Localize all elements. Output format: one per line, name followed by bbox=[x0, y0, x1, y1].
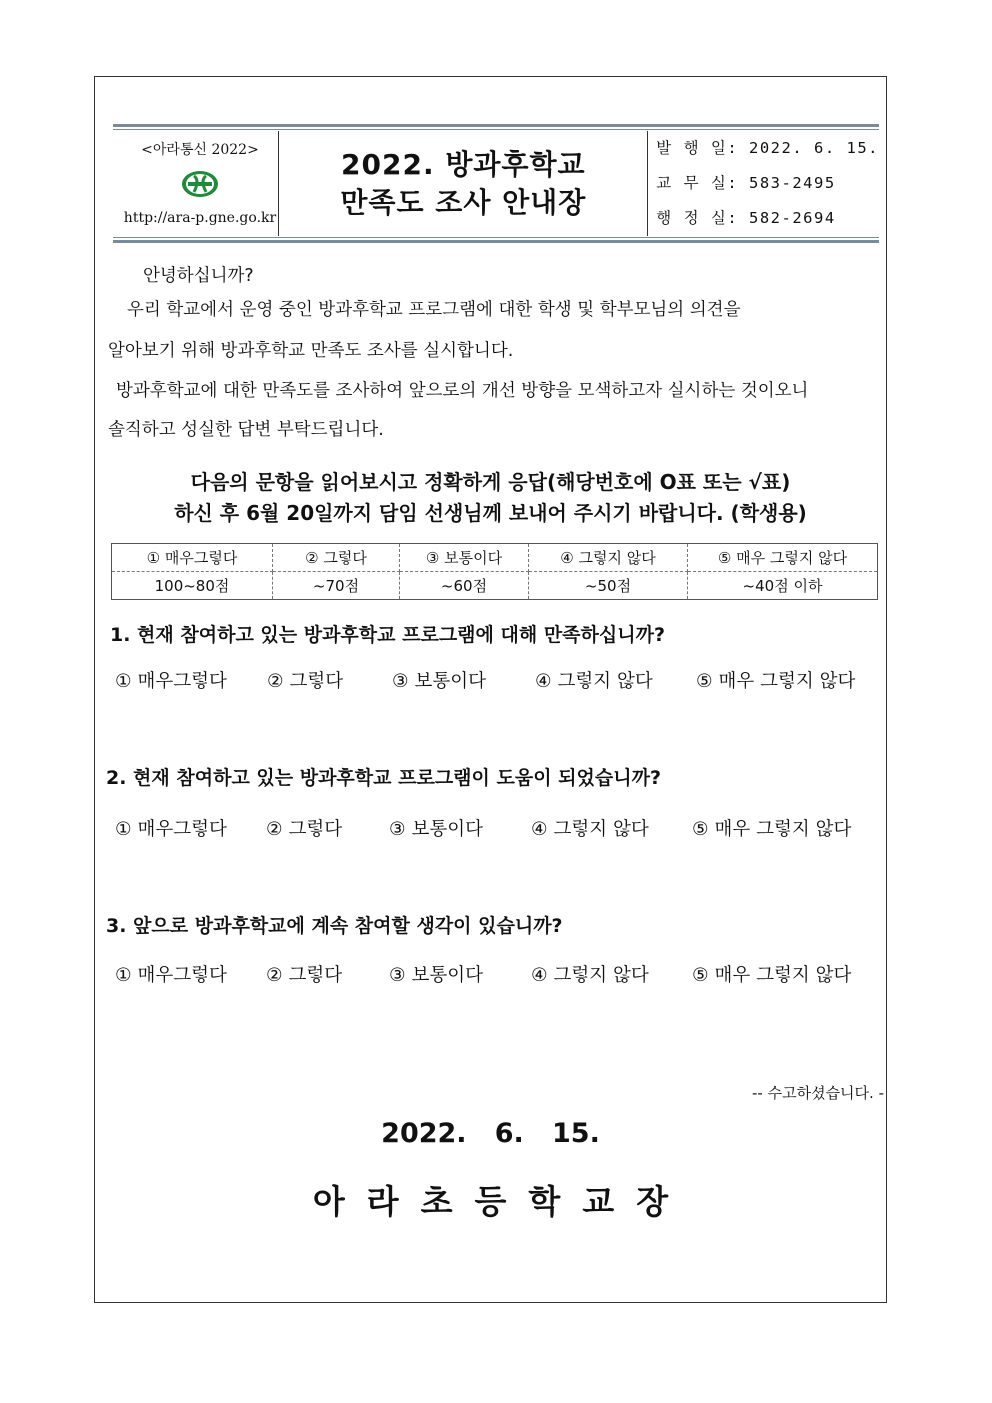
scale-score-row bbox=[112, 572, 878, 600]
header-top-rule-thin bbox=[113, 129, 879, 130]
intro-line4: 솔직하고 성실한 답변 부탁드립니다. bbox=[108, 420, 384, 440]
q2-option-2[interactable]: ② 그렇다 bbox=[266, 819, 343, 840]
q2-option-1[interactable]: ① 매우그렇다 bbox=[115, 819, 227, 840]
header-bottom-rule-thin bbox=[113, 237, 879, 238]
q1-option-2[interactable]: ② 그렇다 bbox=[267, 671, 344, 692]
question-3: 3. 앞으로 방과후학교에 계속 참여할 생각이 있습니까? bbox=[106, 915, 563, 937]
scale-score: 100~80점 bbox=[112, 572, 273, 600]
question-2: 2. 현재 참여하고 있는 방과후학교 프로그램이 도움이 되었습니까? bbox=[106, 767, 661, 789]
rating-scale-table bbox=[111, 543, 878, 600]
header-box bbox=[113, 131, 879, 236]
scale-label: ② 그렇다 bbox=[273, 544, 400, 572]
scale-score: ~40점 이하 bbox=[688, 572, 878, 600]
intro-line3: 방과후학교에 대한 만족도를 조사하여 앞으로의 개선 방향을 모색하고자 실시하는 것이오니 bbox=[116, 381, 809, 401]
q3-option-1[interactable]: ① 매우그렇다 bbox=[115, 965, 227, 986]
q2-option-5[interactable]: ⑤ 매우 그렇지 않다 bbox=[692, 819, 852, 840]
admin-phone: 행 정 실: 582-2694 bbox=[656, 209, 836, 227]
school-url: http://ara-p.gne.go.kr bbox=[123, 210, 277, 226]
q3-option-3[interactable]: ③ 보통이다 bbox=[389, 965, 483, 986]
header-info bbox=[648, 131, 879, 236]
q1-option-5[interactable]: ⑤ 매우 그렇지 않다 bbox=[696, 671, 856, 692]
q1-option-3[interactable]: ③ 보통이다 bbox=[392, 671, 486, 692]
newsletter-label: <아라통신 2022> bbox=[141, 142, 259, 158]
scale-score: ~70점 bbox=[273, 572, 400, 600]
q3-option-5[interactable]: ⑤ 매우 그렇지 않다 bbox=[692, 965, 852, 986]
scale-score: ~60점 bbox=[400, 572, 529, 600]
title-line1: 2022. 방과후학교 bbox=[341, 147, 586, 181]
q3-option-4[interactable]: ④ 그렇지 않다 bbox=[531, 965, 649, 986]
scale-label: ① 매우그렇다 bbox=[112, 544, 273, 572]
header-left bbox=[113, 131, 279, 236]
office-phone: 교 무 실: 583-2495 bbox=[656, 174, 836, 192]
scale-label: ③ 보통이다 bbox=[400, 544, 529, 572]
school-emblem-icon bbox=[180, 169, 220, 199]
document-date: 2022. 6. 15. bbox=[381, 1118, 600, 1149]
scale-score: ~50점 bbox=[529, 572, 688, 600]
greeting: 안녕하십니까? bbox=[143, 266, 254, 286]
intro-line2: 알아보기 위해 방과후학교 만족도 조사를 실시합니다. bbox=[108, 341, 514, 361]
header-top-rule bbox=[113, 124, 879, 127]
title-line2: 만족도 조사 안내장 bbox=[340, 185, 587, 219]
scale-label: ⑤ 매우 그렇지 않다 bbox=[688, 544, 878, 572]
notice-line1: 다음의 문항을 읽어보시고 정확하게 응답(해당번호에 O표 또는 √표) bbox=[190, 470, 791, 494]
q3-option-2[interactable]: ② 그렇다 bbox=[266, 965, 343, 986]
header-title bbox=[279, 131, 648, 236]
scale-label-row bbox=[112, 544, 878, 572]
q1-option-4[interactable]: ④ 그렇지 않다 bbox=[535, 671, 653, 692]
intro-line1: 우리 학교에서 운영 중인 방과후학교 프로그램에 대한 학생 및 학부모님의 의견을 bbox=[127, 300, 741, 320]
notice-line2: 하신 후 6월 20일까지 담임 선생님께 보내어 주시기 바랍니다. (학생용) bbox=[174, 501, 807, 525]
question-1: 1. 현재 참여하고 있는 방과후학교 프로그램에 대해 만족하십니까? bbox=[110, 624, 665, 646]
issue-date: 발 행 일: 2022. 6. 15. bbox=[656, 139, 879, 157]
header-bottom-rule bbox=[113, 240, 879, 243]
scale-label: ④ 그렇지 않다 bbox=[529, 544, 688, 572]
q1-option-1[interactable]: ① 매우그렇다 bbox=[115, 671, 227, 692]
q2-option-4[interactable]: ④ 그렇지 않다 bbox=[531, 819, 649, 840]
principal-signature: 아라초등학교장 bbox=[312, 1182, 691, 1221]
q2-option-3[interactable]: ③ 보통이다 bbox=[389, 819, 483, 840]
closing-remark: -- 수고하셨습니다. - bbox=[752, 1084, 884, 1102]
